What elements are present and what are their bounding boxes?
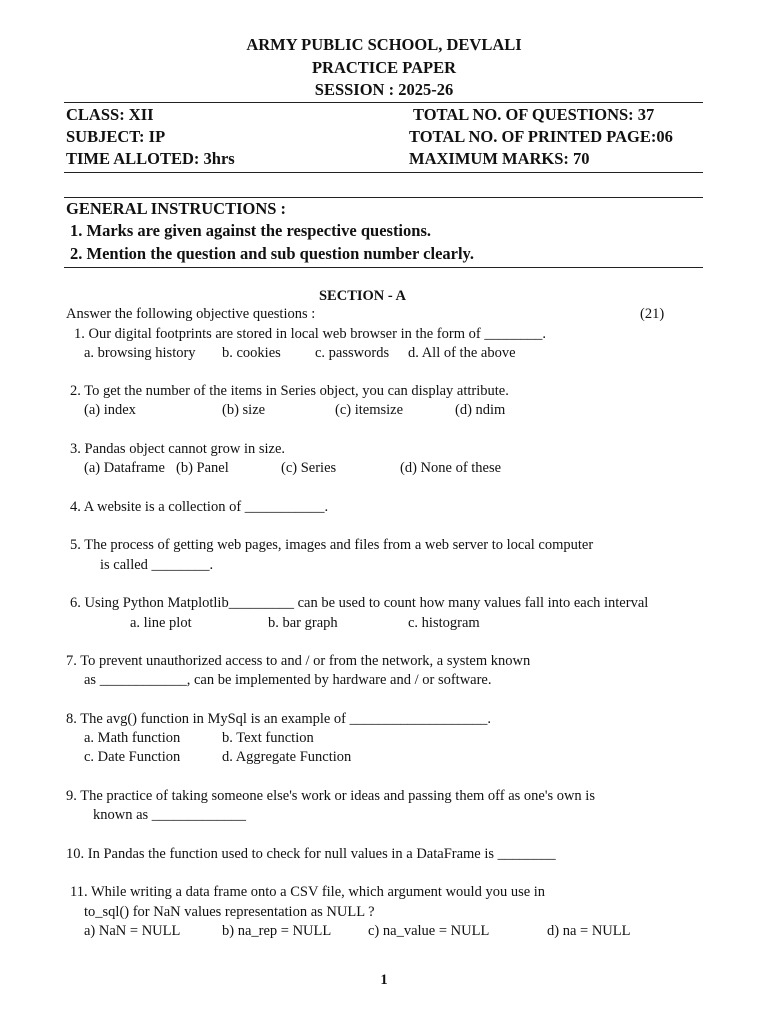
question-text: 7. To prevent unauthorized access to and / or from the network, a system known (66, 653, 531, 669)
option: c. passwords (315, 345, 390, 361)
session-label: SESSION : 2025-26 (314, 80, 454, 99)
question-text: 3. Pandas object cannot grow in size. (70, 441, 286, 457)
option: (b) size (222, 402, 266, 418)
question-text: 11. While writing a data frame onto a CSV file, which argument would you use in (70, 884, 546, 900)
option: a. Math function (84, 730, 181, 746)
option: (d) ndim (455, 402, 506, 418)
option: c) na_value = NULL (368, 923, 490, 939)
question-continuation: as ____________, can be implemented by hardware and / or software. (84, 672, 492, 688)
divider (64, 197, 703, 198)
option: d) na = NULL (547, 923, 631, 939)
option: a. line plot (130, 615, 192, 631)
question-text: 6. Using Python Matplotlib_________ can be used to count how many values fall into each interval (70, 595, 649, 611)
question-text: 4. A website is a collection of ___________. (70, 499, 329, 515)
printed-pages-label: TOTAL NO. OF PRINTED PAGE:06 (409, 127, 673, 146)
time-label: TIME ALLOTED: 3hrs (66, 149, 235, 168)
option: c. Date Function (84, 749, 181, 765)
option: b. Text function (222, 730, 314, 746)
page-number: 1 (380, 972, 388, 988)
option: c. histogram (408, 615, 480, 631)
total-questions-label: TOTAL NO. OF QUESTIONS: 37 (413, 105, 655, 124)
option: (a) Dataframe (84, 460, 165, 476)
question-text: 9. The practice of taking someone else's work or ideas and passing them off as one's own is (66, 788, 595, 804)
school-name: ARMY PUBLIC SCHOOL, DEVLALI (246, 35, 522, 54)
subject-label: SUBJECT: IP (66, 127, 166, 146)
instruction-item: 2. Mention the question and sub question number clearly. (70, 244, 475, 263)
option: b. bar graph (268, 615, 338, 631)
question-text: 2. To get the number of the items in Series object, you can display attribute. (70, 383, 509, 399)
instructions-title: GENERAL INSTRUCTIONS : (66, 199, 287, 218)
question-text: 8. The avg() function in MySql is an example of ___________________. (66, 711, 492, 727)
divider (64, 102, 703, 103)
option: (b) Panel (176, 460, 229, 476)
class-label: CLASS: XII (66, 105, 154, 124)
section-title: SECTION - A (318, 288, 407, 304)
paper-title: PRACTICE PAPER (311, 58, 457, 77)
option: (a) index (84, 402, 136, 418)
question-continuation: to_sql() for NaN values representation as NULL ? (84, 904, 375, 920)
question-text: 1. Our digital footprints are stored in local web browser in the form of ________. (74, 326, 546, 342)
section-intro: Answer the following objective questions : (66, 306, 316, 322)
question-text: 10. In Pandas the function used to check for null values in a DataFrame is ________ (66, 846, 556, 862)
option: (c) Series (281, 460, 337, 476)
option: (d) None of these (400, 460, 502, 476)
option: d. Aggregate Function (222, 749, 352, 765)
section-marks: (21) (640, 306, 665, 322)
option: a. browsing history (84, 345, 196, 361)
question-continuation: is called ________. (100, 557, 214, 573)
question-text: 5. The process of getting web pages, images and files from a web server to local computer (70, 537, 594, 553)
option: b) na_rep = NULL (222, 923, 332, 939)
question-continuation: known as _____________ (93, 807, 247, 823)
option: b. cookies (222, 345, 281, 361)
max-marks-label: MAXIMUM MARKS: 70 (409, 149, 590, 168)
divider (64, 267, 703, 268)
divider (64, 172, 703, 173)
option: d. All of the above (408, 345, 516, 361)
instruction-item: 1. Marks are given against the respective questions. (70, 221, 431, 240)
option: (c) itemsize (335, 402, 404, 418)
option: a) NaN = NULL (84, 923, 181, 939)
